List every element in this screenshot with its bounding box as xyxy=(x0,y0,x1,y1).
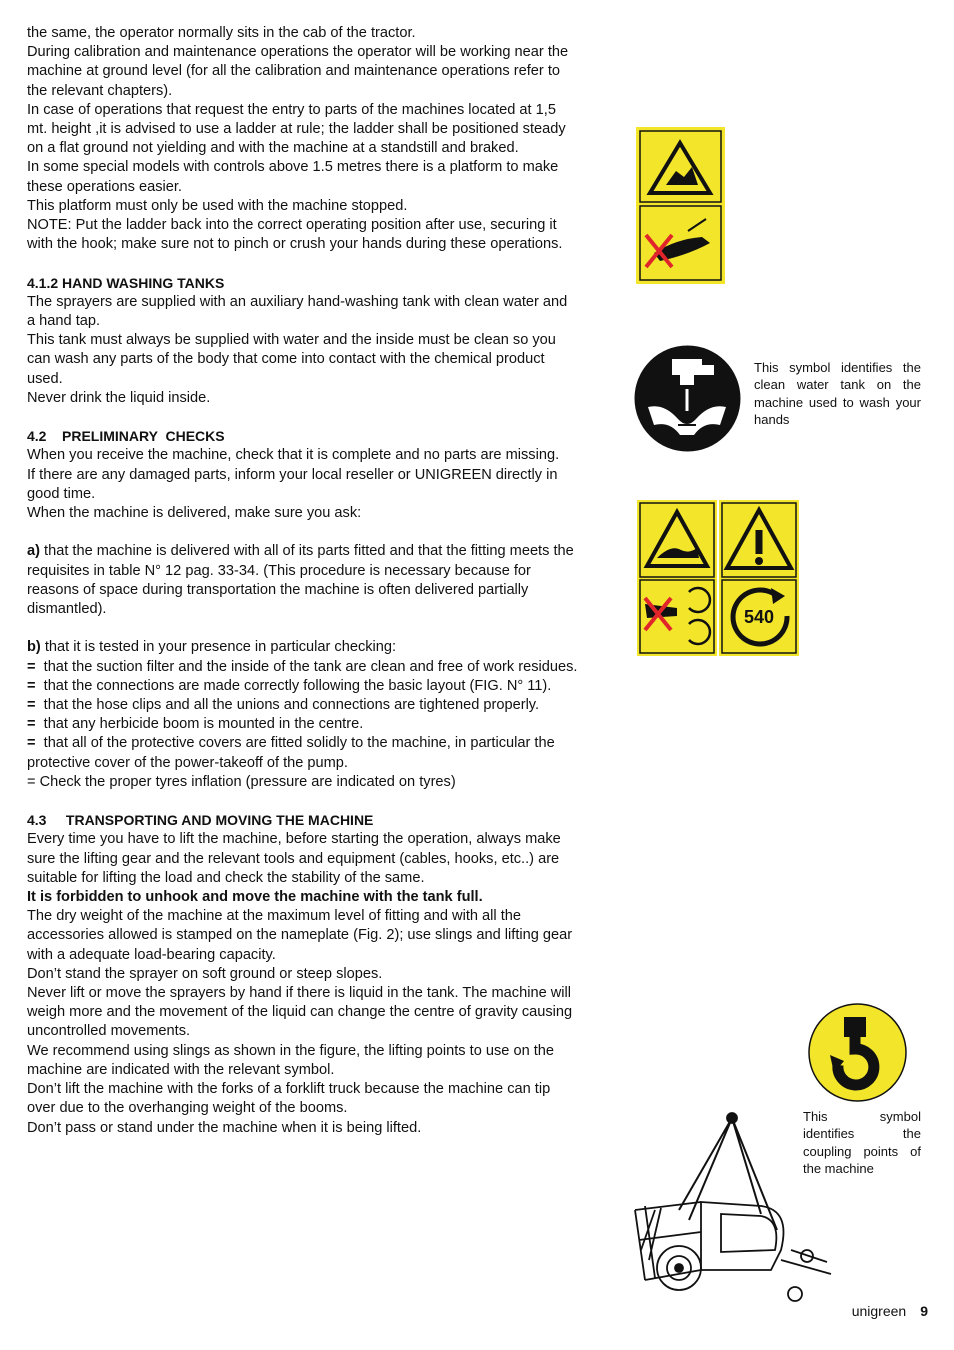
check-item xyxy=(27,715,579,734)
page-number: 9 xyxy=(920,1303,928,1319)
paragraph: Don’t pass or stand under the machine when it is being lifted. xyxy=(27,1119,422,1136)
check-bullet: = xyxy=(27,716,36,733)
text-column xyxy=(27,24,579,1138)
intro-paragraph: NOTE: Put the ladder back into the correct operating position after use, securing it with the hook; make sure not to pinch or crush your hands during these operations. xyxy=(27,217,563,253)
item-a-label: a) xyxy=(27,543,40,560)
check-text: that the connections are made correctly following the basic layout (FIG. N° 11). xyxy=(35,677,552,694)
paragraph: When you receive the machine, check that it is complete and no parts are missing. xyxy=(27,447,560,464)
paragraph: Don’t lift the machine with the forks of a forklift truck because the machine can tip over due to the overhanging weight of the booms. xyxy=(27,1081,551,1117)
warning-paragraph: It is forbidden to unhook and move the machine with the tank full. xyxy=(27,889,483,906)
item-b-text: that it is tested in your presence in particular checking: xyxy=(40,639,397,656)
intro-paragraph: During calibration and maintenance operations the operator will be working near the machine at ground level (for all the calibration and maintenance operations refer to the relevant chapters). xyxy=(27,44,569,99)
check-text: that all of the protective covers are fitted solidly to the machine, in particular the protective cover of the power-takeoff of the pump. xyxy=(27,735,559,771)
paragraph: Never drink the liquid inside. xyxy=(27,389,211,406)
hand-wash-icon xyxy=(634,345,741,452)
item-b-label: b) xyxy=(27,639,41,656)
check-bullet: = xyxy=(27,735,36,752)
paragraph: Every time you have to lift the machine, before starting the operation, always make sure the lifting gear and the relevant tools and equipment (cables, hooks, etc..) are suitable for lifting the load and check the stability of the same. xyxy=(27,831,561,886)
paragraph: We recommend using slings as shown in the figure, the lifting points to use on the machine are indicated with the relevant symbol. xyxy=(27,1042,555,1078)
paragraph: Never lift or move the sprayers by hand if there is liquid in the tank. The machine will weigh more and the movement of the liquid can change the centre of gravity causing uncontrolled movements. xyxy=(27,985,573,1040)
hand-wash-caption: This symbol identifies the clean water tank on the machine used to wash your hands xyxy=(754,360,921,428)
check-item xyxy=(27,734,579,772)
check-item-tyres: = Check the proper tyres inflation (pressure are indicated on tyres) xyxy=(27,773,456,790)
item-b xyxy=(27,638,579,657)
check-text: that the suction filter and the inside of the tank are clean and free of work residues. xyxy=(35,658,578,675)
check-item xyxy=(27,658,579,677)
machine-lifting-illustration xyxy=(631,1110,837,1302)
item-a-text: that the machine is delivered with all of its parts fitted and that the fitting meets the requisites in table N° 12 pag. 33-34. (This procedure is necessary because for reasons of space during transportation the machine is often delivered partially dismantled). xyxy=(27,543,574,618)
paragraph: The dry weight of the machine at the maximum level of fitting and with all the accessories allowed is stamped on the nameplate (Fig. 2); use slings and lifting gear with a adequate load-bearing capacity. xyxy=(27,908,573,963)
intro-paragraph: the same, the operator normally sits in the cab of the tractor. xyxy=(27,25,416,41)
check-bullet: = xyxy=(27,697,36,714)
check-text: that the hose clips and all the unions and connections are tightened properly. xyxy=(35,697,540,714)
item-a xyxy=(27,542,579,619)
pto-warning-sticker xyxy=(637,500,799,656)
crush-warning-sticker xyxy=(636,127,725,284)
intro-paragraph: In some special models with controls above 1.5 metres there is a platform to make these operations easier. xyxy=(27,159,559,195)
paragraph: Don’t stand the sprayer on soft ground or steep slopes. xyxy=(27,965,383,982)
check-bullet: = xyxy=(27,658,36,675)
paragraph: This tank must always be supplied with water and the inside must be clean so you can wash any parts of the body that come into contact with the chemical product used. xyxy=(27,332,556,387)
intro-paragraph: This platform must only be used with the machine stopped. xyxy=(27,197,408,214)
footer-brand: unigreen xyxy=(851,1303,907,1319)
page-footer xyxy=(852,1303,928,1319)
section-heading-hand-washing: 4.1.2 HAND WASHING TANKS xyxy=(27,274,225,291)
lifting-hook-caption: This symbol identifies the coupling points of the machine xyxy=(803,1109,921,1177)
paragraph: The sprayers are supplied with an auxiliary hand-washing tank with clean water and a hand tap. xyxy=(27,293,568,330)
paragraph: If there are any damaged parts, inform your local reseller or UNIGREEN directly in good time. xyxy=(27,466,558,502)
lifting-hook-icon xyxy=(808,1003,907,1102)
check-item xyxy=(27,696,579,715)
section-heading-preliminary-checks: 4.2 PRELIMINARY CHECKS xyxy=(27,428,225,445)
intro-paragraph: In case of operations that request the entry to parts of the machines located at 1,5 mt. height ,it is advised to use a ladder at rule; the ladder shall be positioned steady on a flat ground not yielding and with the machine at a standstill and braked. xyxy=(27,101,566,157)
check-bullet: = xyxy=(27,677,36,694)
check-item xyxy=(27,677,579,696)
pto-speed-label: 540 xyxy=(743,607,775,627)
check-text: that any herbicide boom is mounted in the centre. xyxy=(35,716,364,733)
paragraph: When the machine is delivered, make sure you ask: xyxy=(27,505,362,522)
section-heading-transporting: 4.3 TRANSPORTING AND MOVING THE MACHINE xyxy=(27,812,374,829)
